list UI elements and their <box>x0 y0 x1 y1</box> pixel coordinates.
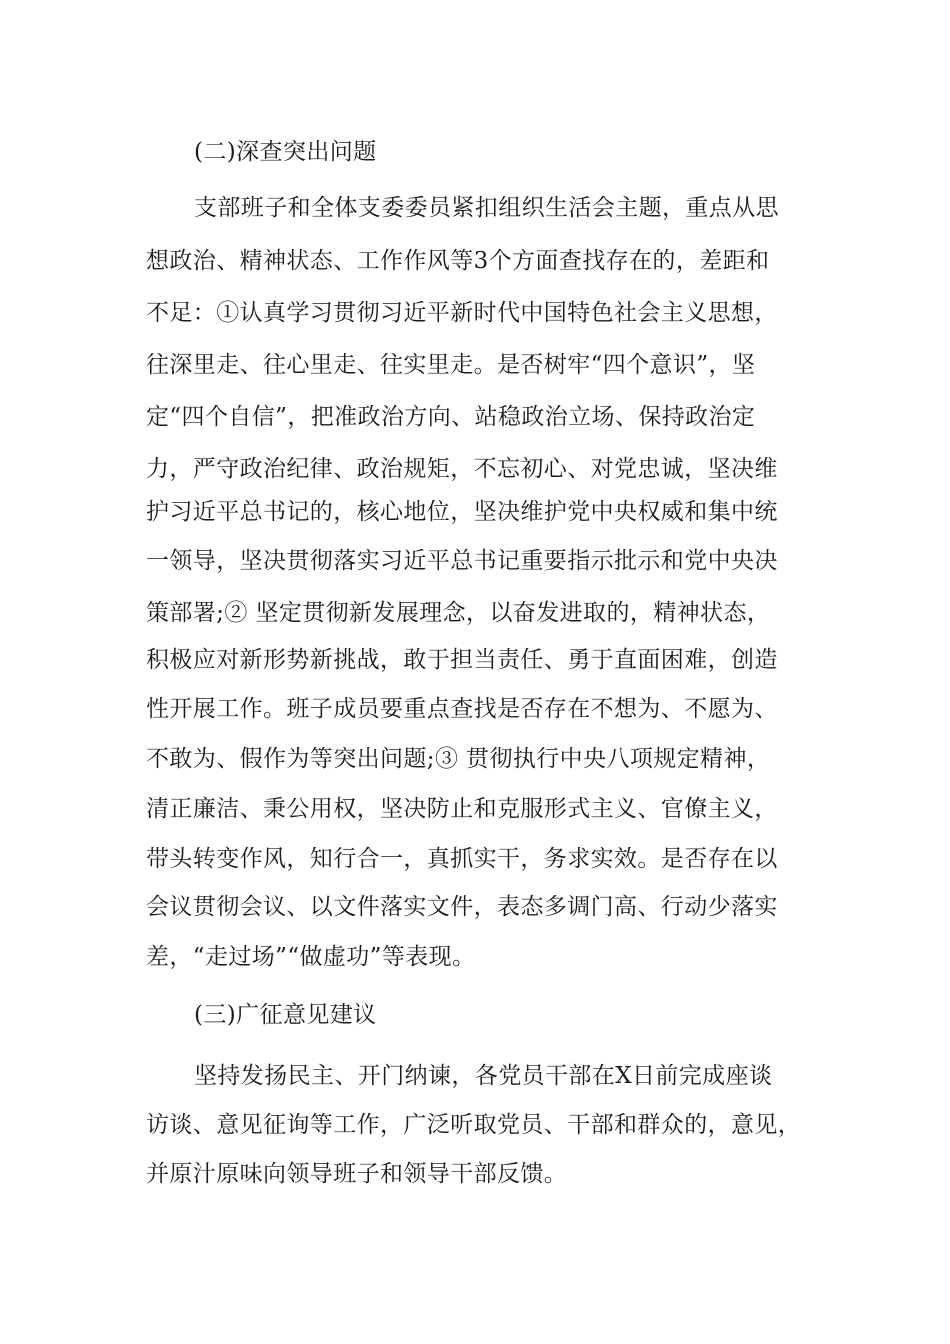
section-heading: (三)广征意见建议 <box>194 1002 377 1028</box>
paragraph-line: 想政治、精神状态、工作作风等3个方面查找存在的，差距和 <box>146 248 770 274</box>
paragraph-line: 访谈、意见征询等工作，广泛听取党员、干部和群众的，意见， <box>146 1112 802 1138</box>
paragraph-line: 会议贯彻会议、以文件落实文件，表态多调门高、行动少落实 <box>146 894 778 920</box>
paragraph-line: 不敢为、假作为等突出问题;③ 贯彻执行中央八项规定精神， <box>146 746 771 772</box>
section-heading: (二)深查突出问题 <box>194 139 377 165</box>
paragraph-line: 并原汁原味向领导班子和领导干部反馈。 <box>146 1161 568 1187</box>
paragraph-line: 性开展工作。班子成员要重点查找是否存在不想为、不愿为、 <box>146 696 778 722</box>
paragraph-line: 带头转变作风，知行合一，真抓实干，务求实效。是否存在以 <box>146 846 778 872</box>
paragraph-line: 护习近平总书记的，核心地位，坚决维护党中央权威和集中统 <box>146 499 778 525</box>
paragraph-line: 往深里走、往心里走、往实里走。是否树牢“四个意识”，坚 <box>146 352 756 378</box>
paragraph-line: 差，“走过场”“做虚功”等表现。 <box>146 944 476 970</box>
paragraph-line: 定“四个自信”，把准政治方向、站稳政治立场、保持政治定 <box>146 404 756 430</box>
paragraph-line: 一领导，坚决贯彻落实习近平总书记重要指示批示和党中央决 <box>146 548 778 574</box>
paragraph-line: 不足：①认真学习贯彻习近平新时代中国特色社会主义思想， <box>146 300 778 326</box>
paragraph-line: 坚持发扬民主、开门纳谏，各党员干部在X日前完成座谈 <box>194 1063 773 1089</box>
paragraph-line: 力，严守政治纪律、政治规矩，不忘初心、对党忠诚，坚决维 <box>146 456 778 482</box>
paragraph-line: 清正廉洁、秉公用权，坚决防止和克服形式主义、官僚主义， <box>146 796 778 822</box>
paragraph-line: 支部班子和全体支委委员紧扣组织生活会主题，重点从思 <box>194 195 779 221</box>
paragraph-line: 策部署;② 坚定贯彻新发展理念，以奋发进取的，精神状态， <box>146 600 771 626</box>
paragraph-line: 积极应对新形势新挑战，敢于担当责任、勇于直面困难，创造 <box>146 647 778 673</box>
